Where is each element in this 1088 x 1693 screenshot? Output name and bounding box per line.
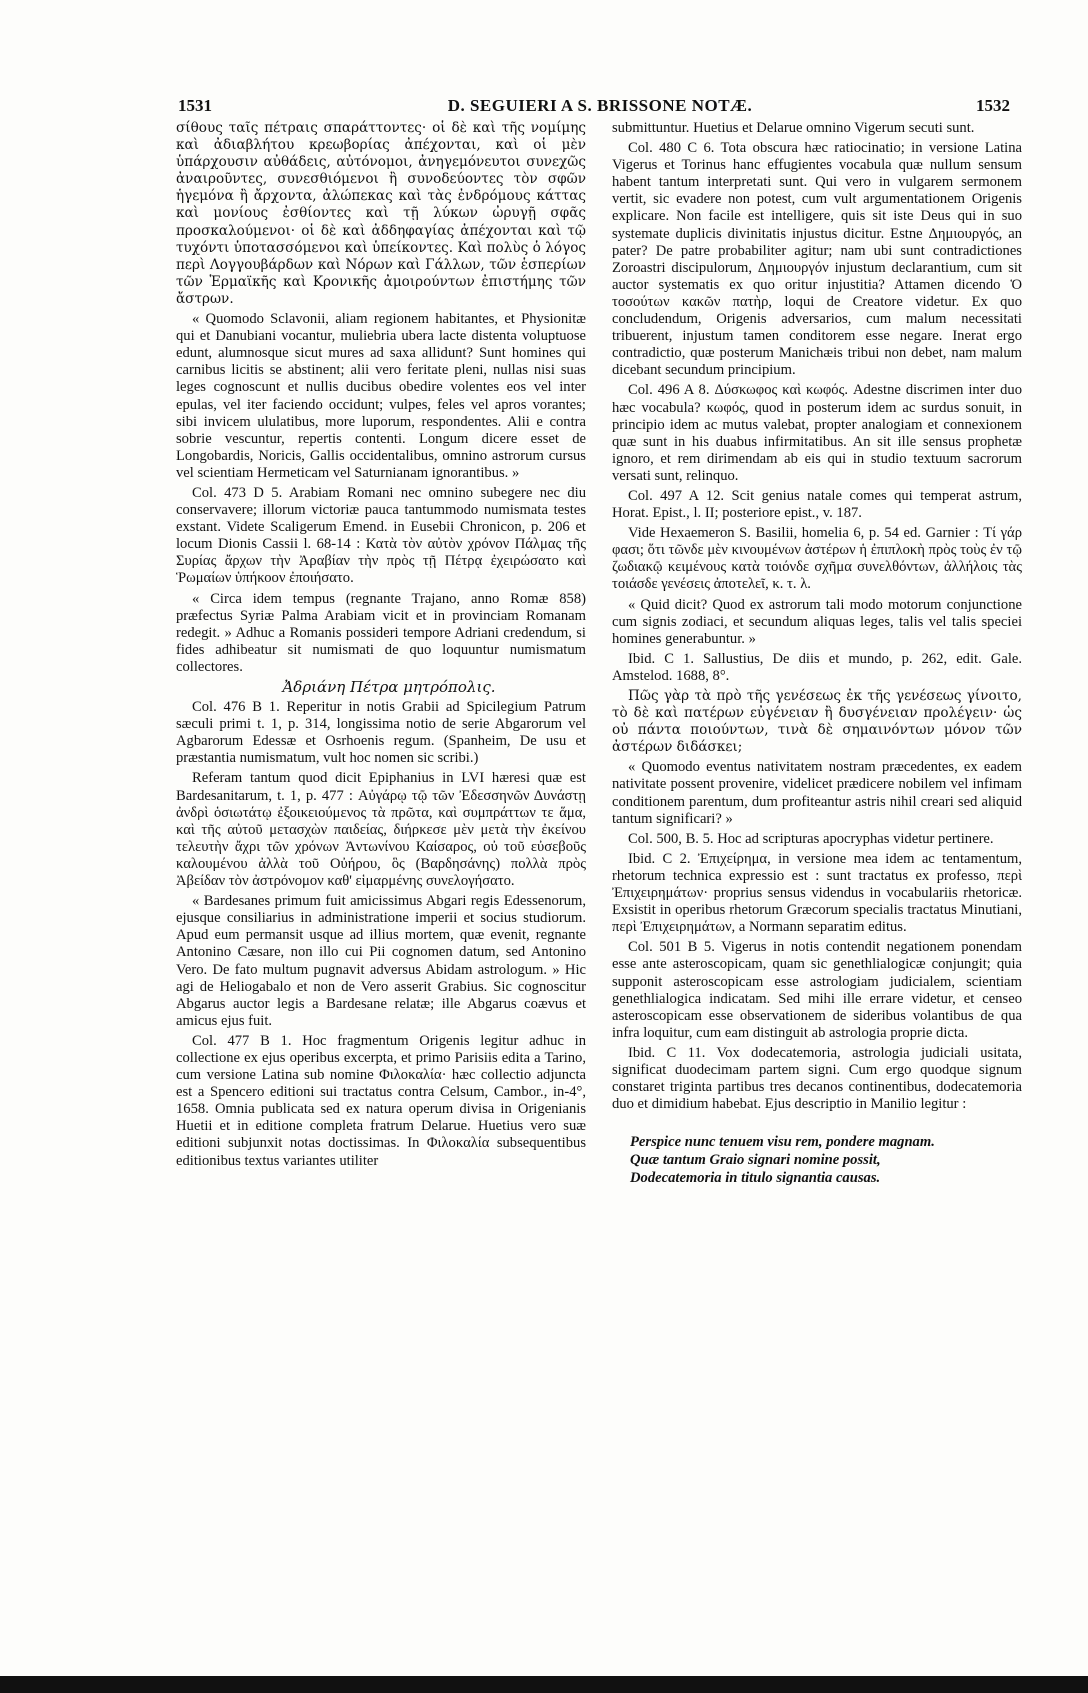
verse-line: Dodecatemoria in titulo signantia causas.	[630, 1170, 881, 1187]
verse-quotation	[630, 1133, 1022, 1187]
paragraph: Col. 501 B 5. Vigerus in notis contendit negationem ponendam esse ante asteroscopicam, quam sic genethlialogicæ conjungit; quia supponit asteroscopicam esse astrologiam judicialem, scientiam genethlialogica indicatam. Sed mihi ille errare videtur, et censeo asteroscopicam esse observationem de sideribus volantibus de qua infra loquitur, cum eam distinguit ab astrologia proprie dicta.	[612, 939, 1022, 1041]
paragraph: Ibid. C 1. Sallustius, De diis et mundo, p. 262, edit. Gale. Amstelod. 1688, 8°.	[612, 650, 1022, 684]
page-number-left: 1531	[178, 96, 212, 115]
running-header	[170, 92, 1030, 122]
section-subheading: Ἀδριάνη Πέτρα μητρόπολις.	[282, 678, 496, 696]
greek-paragraph: Πῶς γὰρ τὰ πρὸ τῆς γενέσεως ἐκ τῆς γενέσεως γίνοιτο, τὸ δὲ καὶ πατέρων εὐγένειαν ἢ δυσγένειαν προλέγειν· ὡς οὐ πάντα ποιούντων, τινὰ δὲ σημαινόντων μόνον τῶν ἀστέρων διδάσκει;	[612, 688, 1022, 756]
paragraph: Vide Hexaemeron S. Basilii, homelia 6, p. 54 ed. Garnier : Τί γάρ φασι; ὅτι τῶνδε μὲν κινουμένων ἀστέρων ἡ ἐπιπλοκὴ πρὸς τοὺς ἐν τῷ ζωδιακῷ κειμένους κατὰ τοιόνδε σχῆμα συνελθόντων, ἀλλήλοις τὰς τοιάσδε γενέσεις ἀποτελεῖ, κ. τ. λ.	[612, 525, 1022, 593]
right-column	[612, 120, 1022, 1560]
paragraph: Ibid. C 11. Vox dodecatemoria, astrologia judiciali usitata, significat duodecimam partem signi. Cum ergo quodque signum constaret triginta partibus tres decanos continentibus, dodecatemoria duo et dimidium habebat. Ejus descriptio in Manilio legitur :	[612, 1044, 1022, 1113]
verse-line: Quæ tantum Graio signari nomine possit,	[630, 1152, 881, 1169]
verse-line: Perspice nunc tenuem visu rem, pondere magnam.	[630, 1134, 935, 1151]
paragraph: Col. 477 B 1. Hoc fragmentum Origenis legitur adhuc in collectione ex ejus operibus excerpta, et primo Parisiis edita a Tarino, cum versione Latina sub nomine Φιλοκαλία· hæc collectio adjuncta est a Spencero editioni sui tractatus contra Celsum, Cambor., in-4°, 1658. Omnia publicata sed ex natura operum divisa in Origenianis Huetii et in editione completa fratrum Delarue. Huetius vero suæ editioni subjunxit notas doctissimas. In Φιλοκαλία subsequentibus editionibus textus variantes utiliter	[176, 1032, 586, 1169]
page-number-right: 1532	[976, 96, 1010, 115]
scan-bottom-border	[0, 1676, 1088, 1693]
paragraph: Col. 497 A 12. Scit genius natale comes qui temperat astrum, Horat. Epist., l. II; posteriore epist., v. 187.	[612, 487, 1022, 522]
left-column	[176, 120, 586, 1560]
paragraph: « Quomodo eventus nativitatem nostram præcedentes, ex eadem nativitate possent provenire, videlicet prædicere nobilem vel infimam conditionem parentum, dum profiteantur astris nihil creari sed aliquid tantum significari? »	[612, 759, 1022, 827]
paragraph: Col. 480 C 6. Tota obscura hæc ratiocinatio; in versione Latina Vigerus et Torinus hanc effugientes vocabula quæ nullum sensum habent tantum interpretati sunt. Qui vero in vulgarem sermonem vertit, sic evadere non potest, cum vult argumentationem Origenis explicare. Non facile est intelligere, quis sit iste Deus qui in suo systemate duplicis divinitatis injustus dicitur. Estne Δημιουργός, an pater? De patre probabiliter agitur; nam ubi sunt contradictiones Zoroastri discipulorum, Δημιουργόν injustum declarantium, cum sit auctor systematis ex quo oritur injustitia? Attamen dicendo Ὁ τοσούτων κακῶν πατὴρ, loqui de Creatore videtur. Ex quo concludendum, Origenis adversarios, cum malum necessitati tribuerent, injustum tamen conditorem esse negare. Inerat ergo contradictio, quæ posterum Manichæis tribui non debet, nam malum dicebant secundum principium.	[612, 140, 1022, 379]
paragraph: Ibid. C 2. Ἐπιχείρημα, in versione mea idem ac tentamentum, rhetorum technica expressio est : sunt tractatus ex professo, περὶ Ἐπιχειρημάτων· proprius sensus videndus in vocabulariis rhetoricæ. Exsistit in operibus rhetorum Græcorum specialis tractatus Minutiani, περὶ Ἐπιχειρημάτων, a Normann separatim editus.	[612, 850, 1022, 936]
paragraph: Col. 473 D 5. Arabiam Romani nec omnino subegere nec diu conservavere; illorum victoriæ pauca tantummodo numismata testes exstant. Videte Scaligerum Emend. in Eusebii Chronicon, p. 206 et locum Dionis Cassii l. 68-14 : Κατὰ τὸν αὐτὸν χρόνον Πάλμας τῆς Συρίας ἄρχων τὴν Ἀραβίαν τὴν πρὸς τῇ Πέτρᾳ ἐχειρώσατο καὶ Ῥωμαίων ὑπήκοον ἐποιήσατο.	[176, 484, 586, 587]
paragraph: « Quomodo Sclavonii, aliam regionem habitantes, et Physionitæ qui et Danubiani vocantur, muliebria ubera lacte distenta voluptuose edunt, alumnosque sicut mures ad saxa allidunt? Sunt homines qui carnibus licitis se abstinent; alii vero feritate pleni, nullas nisi suas leges cognoscunt et nullis ducibus obedire volentes eos vel inter epulas, vel iter faciendo occidunt; vulpes, feles vel apros vorantes; sibi invicem ululatibus, more luporum, respondentes. Alii e contra sobrie vescuntur, repertis contenti. Longum dicere esset de Longobardis, Noricis, Gallis occidentalibus, omnino astrorum cursus vel scientiam Hermeticam vel Saturnianam ignorantibus. »	[176, 311, 586, 481]
paragraph: « Bardesanes primum fuit amicissimus Abgari regis Edessenorum, ejusque consiliarius in administratione imperii et socius studiorum. Apud eum permansit usque ad illius mortem, quæ evenit, regnante Antonino Cæsare, non illo cui Pii cognomen datum, sed Antonino Vero. De fato multum pugnavit adversus Abidam astrologum. » Hic agi de Heliogabalo et non de Vero asserit Grabius. Sic cognoscitur Abgarus auctor legis a Bardesane relatæ; ille Abgarus coævus et amicus ejus fuit.	[176, 893, 586, 1029]
paragraph: submittuntur. Huetius et Delarue omnino Vigerum secuti sunt.	[612, 120, 975, 136]
paragraph: Col. 476 B 1. Reperitur in notis Grabii ad Spicilegium Patrum sæculi primi t. 1, p. 314, longissima notio de serie Abgarorum vel Agbarorum Edessæ et Osrhoenis regum. (Spanheim, De usu et præstantia numismatum, vult hoc nomen sic scribi.)	[176, 699, 586, 767]
paragraph: « Circa idem tempus (regnante Trajano, anno Romæ 858) præfectus Syriæ Palma Arabiam vicit et in provinciam Romanam redegit. » Adhuc a Romanis possideri tempore Adriani credendum, si fides adhibeatur sit numismati de quo loquuntur numismatum collectores.	[176, 590, 586, 675]
paragraph: Col. 496 A 8. Δύσκωφος καὶ κωφός. Adestne discrimen inter duo hæc vocabula? κωφός, quod in posterum idem ac surdus sonuit, in principio idem ac mutus valebat, propter analogiam et connexionem quæ sunt in his duabus infirmitatibus. An sit ille sensus prophetæ ignoro, et rem dirimendam ab eis qui in studio textuum sacrorum versati sunt, relinquo.	[612, 382, 1022, 484]
paragraph: Col. 500, B. 5. Hoc ad scripturas apocryphas videtur pertinere.	[628, 830, 994, 847]
greek-paragraph: σίθους ταῖς πέτραις σπαράττοντες· οἱ δὲ καὶ τῆς νομίμης καὶ ἀδιαβλήτου κρεωβορίας ἀπέχονται, καὶ οἱ μὲν ὑπάρχουσιν αὐθάδεις, αὐτόνομοι, ἀνηγεμόνευτοι συνεχῶς ἀναιροῦντες, συνεσθιόμενοι ἢ συνοδεύοντες τὸν σφῶν ἡγεμόνα ἢ ἄρχοντα, ἀλώπεκας καὶ τὰς ἐνδρόμους κάττας καὶ μονίους ἐσθίοντες καὶ τῇ λύκων ὠρυγῇ σφᾶς προσκαλούμενοι· οἱ δὲ καὶ ἀδδηφαγίας ἀπέχονται καὶ τῷ τυχόντι ὑποτασσόμενοι καὶ ὑπείκοντες. Καὶ πολὺς ὁ λόγος περὶ Λογγουβάρδων καὶ Νόρων καὶ Γάλλων, τῶν ἑσπερίων τῶν Ἑρμαϊκῆς καὶ Κρονικῆς ἀμοιρούντων ἐπιστήμης τῶν ἄστρων.	[176, 120, 586, 307]
paragraph: Referam tantum quod dicit Epiphanius in LVI hæresi quæ est Bardesanitarum, t. 1, p. 477 : Αὐγάρῳ τῷ τῶν Ἐδεσσηνῶν Δυνάστῃ ἀνδρὶ ὁσιωτάτῳ ἐξοικειούμενος τὰ πρῶτα, καὶ συμπράττων τε ἅμα, καὶ τῆς αὐτοῦ μετασχὼν παιδείας, διήρκεσε μὲν μετὰ τὴν ἐκείνου τελευτὴν ἄχρι τῶν χρόνων Ἀντωνίνου Καίσαρος, οὐ τοῦ εὐσεβοῦς καλουμένου ἀλλὰ τοῦ Οὐήρου, ὃς (Βαρδησάνης) πολλὰ πρὸς Ἀβείδαν τὸν ἀστρόνομον καθ' εἱμαρμένης συνελογήσατο.	[176, 770, 586, 890]
running-title: D. SEGUIERI A S. BRISSONE NOTÆ.	[447, 96, 753, 115]
paragraph: « Quid dicit? Quod ex astrorum tali modo motorum conjunctione cum signis zodiaci, et secundum aliquas leges, talis vel talis speciei homines generabuntur. »	[612, 596, 1022, 647]
